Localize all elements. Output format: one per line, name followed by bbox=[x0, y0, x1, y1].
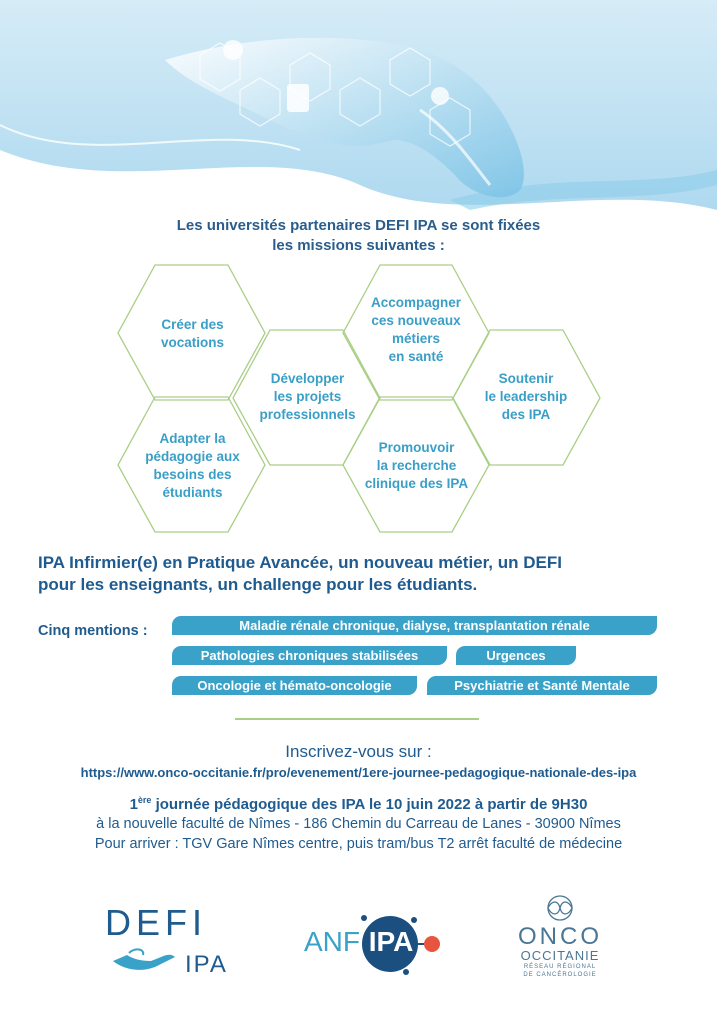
mission-accompagner: Accompagner ces nouveaux métiers en santé bbox=[370, 295, 462, 364]
register-url[interactable]: https://www.onco-occitanie.fr/pro/evenement/1ere-journee-pedagogique-nationale-des-ipa bbox=[80, 765, 637, 780]
onco-occitanie-logo: ONCO OCCITANIE RÉSEAU RÉGIONAL DE CANCÉROLOGIE bbox=[505, 895, 615, 990]
event-location: à la nouvelle faculté de Nîmes - 186 Chemin du Carreau de Lanes - 30900 Nîmes bbox=[96, 816, 621, 832]
mentions-label: Cinq mentions : bbox=[38, 623, 148, 639]
anfipa-logo: ANF IPA bbox=[302, 908, 452, 978]
mission-creer: Créer des vocations bbox=[160, 317, 225, 350]
headline: IPA Infirmier(e) en Pratique Avancée, un nouveau métier, un DEFI pour les enseignants, un challenge pour les étudiants. bbox=[38, 553, 562, 594]
mention-oncologie: Oncologie et hémato-oncologie bbox=[172, 676, 417, 695]
event-title: 1ère journée pédagogique des IPA le 10 juin 2022 à partir de 9H30 bbox=[129, 795, 588, 813]
mission-promouvoir: Promouvoir la recherche clinique des IPA bbox=[364, 440, 469, 491]
defi-ipa-logo: DEFI IPA bbox=[105, 902, 228, 978]
mission-soutenir: Soutenir le leadership des IPA bbox=[484, 371, 568, 422]
intro-line-1: Les universités partenaires DEFI IPA se sont fixées bbox=[176, 217, 541, 234]
mission-developper: Développer les projets professionnels bbox=[259, 371, 356, 422]
mission-adapter: Adapter la pédagogie aux besoins des étudiants bbox=[145, 431, 240, 500]
mention-urgences: Urgences bbox=[456, 646, 576, 665]
intro-line-2: les missions suivantes : bbox=[272, 237, 445, 254]
mention-maladie-renale: Maladie rénale chronique, dialyse, transplantation rénale bbox=[172, 616, 657, 635]
event-access: Pour arriver : TGV Gare Nîmes centre, puis tram/bus T2 arrêt faculté de médecine bbox=[94, 836, 623, 852]
divider bbox=[235, 718, 479, 720]
mention-pathologies-chroniques: Pathologies chroniques stabilisées bbox=[172, 646, 447, 665]
mention-psychiatrie: Psychiatrie et Santé Mentale bbox=[427, 676, 657, 695]
open-hand-icon bbox=[111, 947, 181, 975]
register-title: Inscrivez-vous sur : bbox=[285, 742, 432, 761]
infinity-icon bbox=[535, 895, 585, 921]
